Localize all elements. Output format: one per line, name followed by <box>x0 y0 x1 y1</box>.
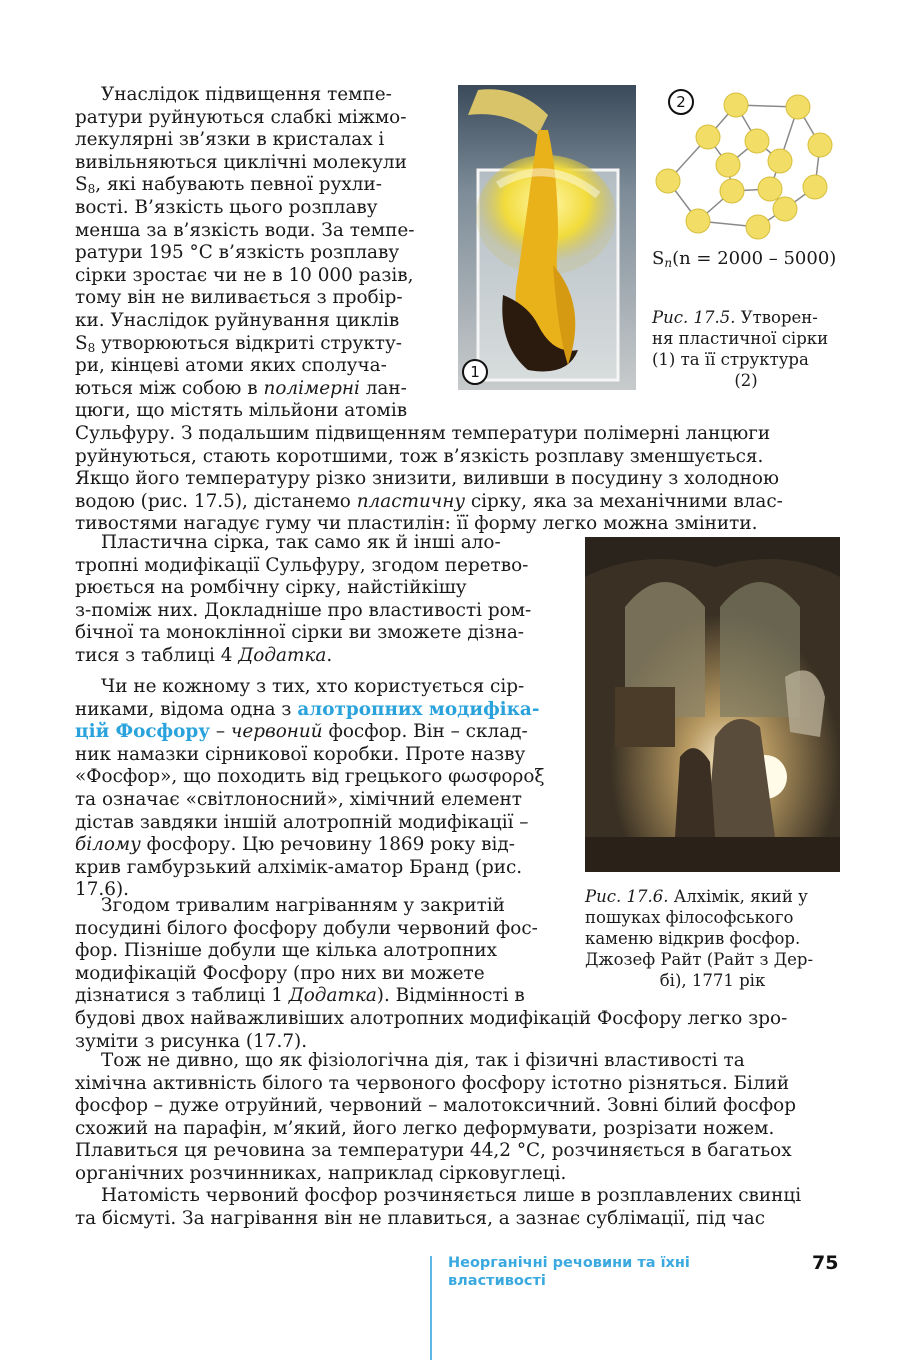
paragraph-sulfur-melt: Унаслідок підвищення темпе- ратури руйнуються слабкі міжмо- лекулярні зв’язки в кристалах і вивільняються циклічні молекули $S_8$, які набувають певної рухли- вості. В’язкість цього розплаву менша за в’язкість води. За темпе- ратури 195 °С в’язкість розплаву сірки зростає чи не в 10 000 разів, тому він не виливається з пробір- ки. Унаслідок руйнування циклів $S_8$ утворюються відкриті структу- ри, кінцеві атоми яких сполуча- ються між собою в полімерні лан- цюги, що містять мільйони атомів <box>75 84 415 422</box>
paragraph-sulfur-melt-continued: Сульфуру. З подальшим підвищенням температури полімерні ланцюги руйнуються, стають коротшими, тож в’язкість розплаву зменшується. Якщо його температуру різко знизити, виливши в посудину з холодною водою (рис. 17.5), дістанемо пластичну сірку, яка за механічними влас- тивостями нагадує гуму чи пластилін: її форму легко можна змінити. <box>75 423 783 535</box>
figure-part-2-marker: 2 <box>668 89 694 115</box>
beaker-illustration <box>458 85 636 390</box>
footer-divider <box>430 1256 432 1360</box>
figure-part-1-marker: 1 <box>462 359 488 385</box>
polymer-formula: $S_n(n = 2000 - 5000)$ <box>652 248 837 270</box>
paragraph-red-phosphorus-solubility: Натомість червоний фосфор розчиняється лише в розплавлених свинці та бісмуті. За нагрівання він не плавиться, а зазнає сублімації, під час <box>75 1185 802 1229</box>
alchemist-painting <box>585 537 840 872</box>
figure-17-5-caption: Рис. 17.5. Утворен- ня пластичної сірки (1) та її структура (2) <box>652 308 829 390</box>
allotrope-term: алотропних модифіка- <box>297 698 540 720</box>
page-number: 75 <box>812 1252 839 1274</box>
polymer-sulfur-structure <box>650 85 840 245</box>
section-title: Неорганічні речовини та їхні властивості <box>448 1255 690 1289</box>
plastic-sulfur-photo <box>458 85 636 390</box>
paragraph-red-phosphorus: Згодом тривалим нагріванням у закритій посудині білого фосфору добули червоний фос- фор. Пізніше добули ще кілька алотропних модифікацій Фосфору (про них ви можете дізнатися з таблиці 1 Додатка). Відмінності в <box>75 895 538 1007</box>
figure-17-6-caption: Рис. 17.6. Алхімік, який у пошуках філософського каменю відкрив фосфор. Джозеф Райт (Райт з Дер- бі), 1771 рік <box>585 887 814 990</box>
paragraph-red-phosphorus-continued: будові двох найважливіших алотропних модифікацій Фосфору легко зро- зуміти з рисунка (17.7). <box>75 1008 788 1052</box>
painting-illustration <box>585 537 840 872</box>
paragraph-plastic-sulfur: Пластична сірка, так само як й інші ало- тропні модифікації Сульфуру, згодом перетво- рюється на ромбічну сірку, найстійкішу з-поміж них. Докладніше про властивості ром- бічної та моноклінної сірки ви зможете дізна- тися з таблиці 4 Додатка. <box>75 532 532 666</box>
paragraph-phosphorus-allotropes: Чи не кожному з тих, хто користується сір- никами, відома одна з алотропних модифіка- цій Фосфору – червоний фосфор. Він – склад- ник намазки сірникової коробки. Проте назву «Фосфор», що походить від грецького φωσφοροξ та означає «світлоносний», хімічний елемент дістав завдяки іншій алотропній модифікації – білому фосфору. Цю речовину 1869 року від- крив гамбурзький алхімік-аматор Бранд (рис. 17.6). <box>75 676 545 901</box>
paragraph-phosphorus-properties: Тож не дивно, що як фізіологічна дія, так і фізичні властивості та хімічна активність білого та червоного фосфору істотно різняться. Білий фосфор – дуже отруйний, червоний – малотоксичний. Зовні білий фосфор схожий на парафін, м’який, його легко деформувати, розрізати ножем. Плавиться ця речовина за температури 44,2 °С, розчиняється в багатьох органічних розчинниках, наприклад сірковуглеці. <box>75 1050 796 1184</box>
